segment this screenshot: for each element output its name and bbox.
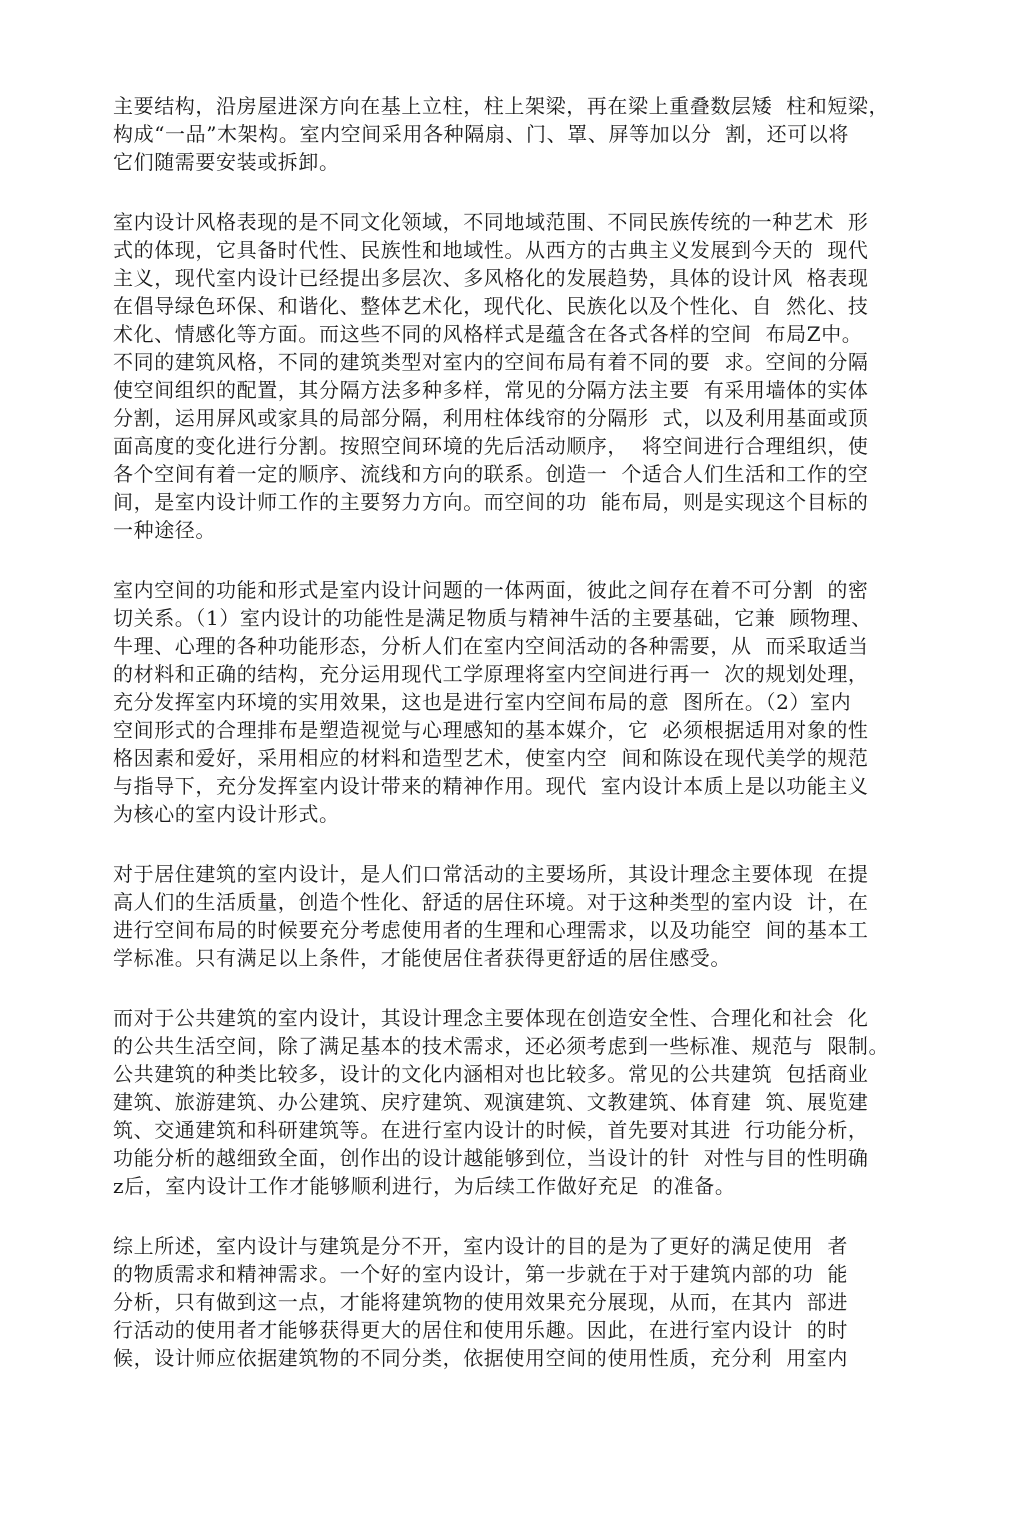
text-line: 使空间组织的配置，其分隔方法多种多样，常见的分隔方法主要 有采用墙体的实体 [113,378,869,402]
paragraph-style [113,208,933,544]
paragraph-function-form [113,576,933,828]
text-line: 不同的建筑风格，不同的建筑类型对室内的空间布局有着不同的要 求。空间的分隔 [113,350,869,374]
text-line: 在倡导绿色环保、和谐化、整体艺术化，现代化、民族化以及个性化、自 然化、技 [113,294,869,318]
text-line: 分析，只有做到这一点，才能将建筑物的使用效果充分展现，从而，在其内 部进 [113,1290,848,1314]
text-line: 它们随需要安装或拆卸。 [113,150,340,174]
text-line: 的公共生活空间，除了满足基本的技术需求，还必须考虑到一些标准、规范与 限制。 [113,1034,890,1058]
text-line: 功能分析的越细致全面，创作出的设计越能够到位，当设计的针 对性与目的性明确 [113,1146,869,1170]
document-page [113,92,933,1404]
text-line: 综上所述，室内设计与建筑是分不开，室内设计的目的是为了更好的满足使用 者 [113,1234,848,1258]
text-line: 公共建筑的种类比较多，设计的文化内涵相对也比较多。常见的公共建筑 包括商业 [113,1062,869,1086]
paragraph-public [113,1004,933,1200]
text-line: 格因素和爱好，采用相应的材料和造型艺术，使室内空 间和陈设在现代美学的规范 [113,746,869,770]
text-line: 进行空间布局的时候要充分考虑使用者的生理和心理需求，以及功能空 间的基本工 [113,918,869,942]
text-line: 切关系。（1）室内设计的功能性是满足物质与精神牛活的主要基础，它兼 顾物理、 [113,606,872,630]
text-line: 空间形式的合理排布是塑造视觉与心理感知的基本媒介，它 必须根据适用对象的性 [113,718,869,742]
text-line: 学标准。只有满足以上条件，才能使居住者获得更舒适的居住感受。 [113,946,731,970]
text-line: 一种途径。 [113,518,216,542]
text-line: 而对于公共建筑的室内设计，其设计理念主要体现在创造安全性、合理化和社会 化 [113,1006,869,1030]
text-line: 间，是室内设计师工作的主要努力方向。而空间的功 能布局，则是实现这个目标的 [113,490,869,514]
text-line: 分割，运用屏风或家具的局部分隔，利用柱体线帘的分隔形 式，以及利用基面或顶 [113,406,869,430]
text-line: 主义，现代室内设计已经提出多层次、多风格化的发展趋势，具体的设计风 格表现 [113,266,869,290]
text-line: 对于居住建筑的室内设计，是人们口常活动的主要场所，其设计理念主要体现 在提 [113,862,869,886]
text-line: 室内空间的功能和形式是室内设计问题的一体两面，彼此之间存在着不可分割 的密 [113,578,869,602]
paragraph-residential [113,860,933,972]
text-line: 术化、情感化等方面。而这些不同的风格样式是蕴含在各式各样的空间 布局Z中。 [113,322,863,346]
text-line: 的物质需求和精神需求。一个好的室内设计，第一步就在于对于建筑内部的功 能 [113,1262,848,1286]
text-line: 建筑、旅游建筑、办公建筑、戻疗建筑、观演建筑、文教建筑、体育建 筑、展览建 [113,1090,869,1114]
text-line: z后，室内设计工作才能够顺利进行，为后续工作做好充足 的准备。 [113,1174,736,1198]
text-line: 各个空间有着一定的顺序、流线和方向的联系。创造一 个适合人们生活和工作的空 [113,462,869,486]
text-line: 主要结构，沿房屋进深方向在基上立柱，柱上架梁，再在梁上重叠数层矮 柱和短梁， [113,94,890,118]
text-line: 牛理、心理的各种功能形态，分析人们在室内空间活动的各种需要，从 而采取适当 [113,634,869,658]
paragraph-structure [113,92,933,176]
text-line: 筑、交通建筑和科研建筑等。在进行室内设计的时候，首先要对其进 行功能分析， [113,1118,869,1142]
text-line: 构成“一品”木架构。室内空间采用各种隔扇、门、罩、屏等加以分 割，还可以将 [113,122,849,146]
text-line: 候，设计师应依据建筑物的不同分类，依据使用空间的使用性质，充分利 用室内 [113,1346,848,1370]
text-line: 室内设计风格表现的是不同文化领域，不同地域范围、不同民族传统的一种艺术 形 [113,210,869,234]
text-line: 与指导下，充分发挥室内设计带来的精神作用。现代 室内设计本质上是以功能主义 [113,774,869,798]
text-line: 行活动的使用者才能够获得更大的居住和使用乐趣。因此，在进行室内设计 的时 [113,1318,848,1342]
text-line: 为核心的室内设计形式。 [113,802,340,826]
text-line: 的材料和正确的结构，充分运用现代工学原理将室内空间进行再一 次的规划处理， [113,662,869,686]
text-line: 面高度的变化进行分割。按照空间环境的先后活动顺序， 将空间进行合理组织，使 [113,434,869,458]
text-line: 充分发挥室内环境的实用效果，这也是进行室内空间布局的意 图所在。（2）室内 [113,690,852,714]
text-line: 高人们的生活质量，创造个性化、舒适的居住环境。对于这种类型的室内设 计，在 [113,890,869,914]
paragraph-summary [113,1232,933,1372]
text-line: 式的体现，它具备时代性、民族性和地域性。从西方的古典主义发展到今天的 现代 [113,238,869,262]
